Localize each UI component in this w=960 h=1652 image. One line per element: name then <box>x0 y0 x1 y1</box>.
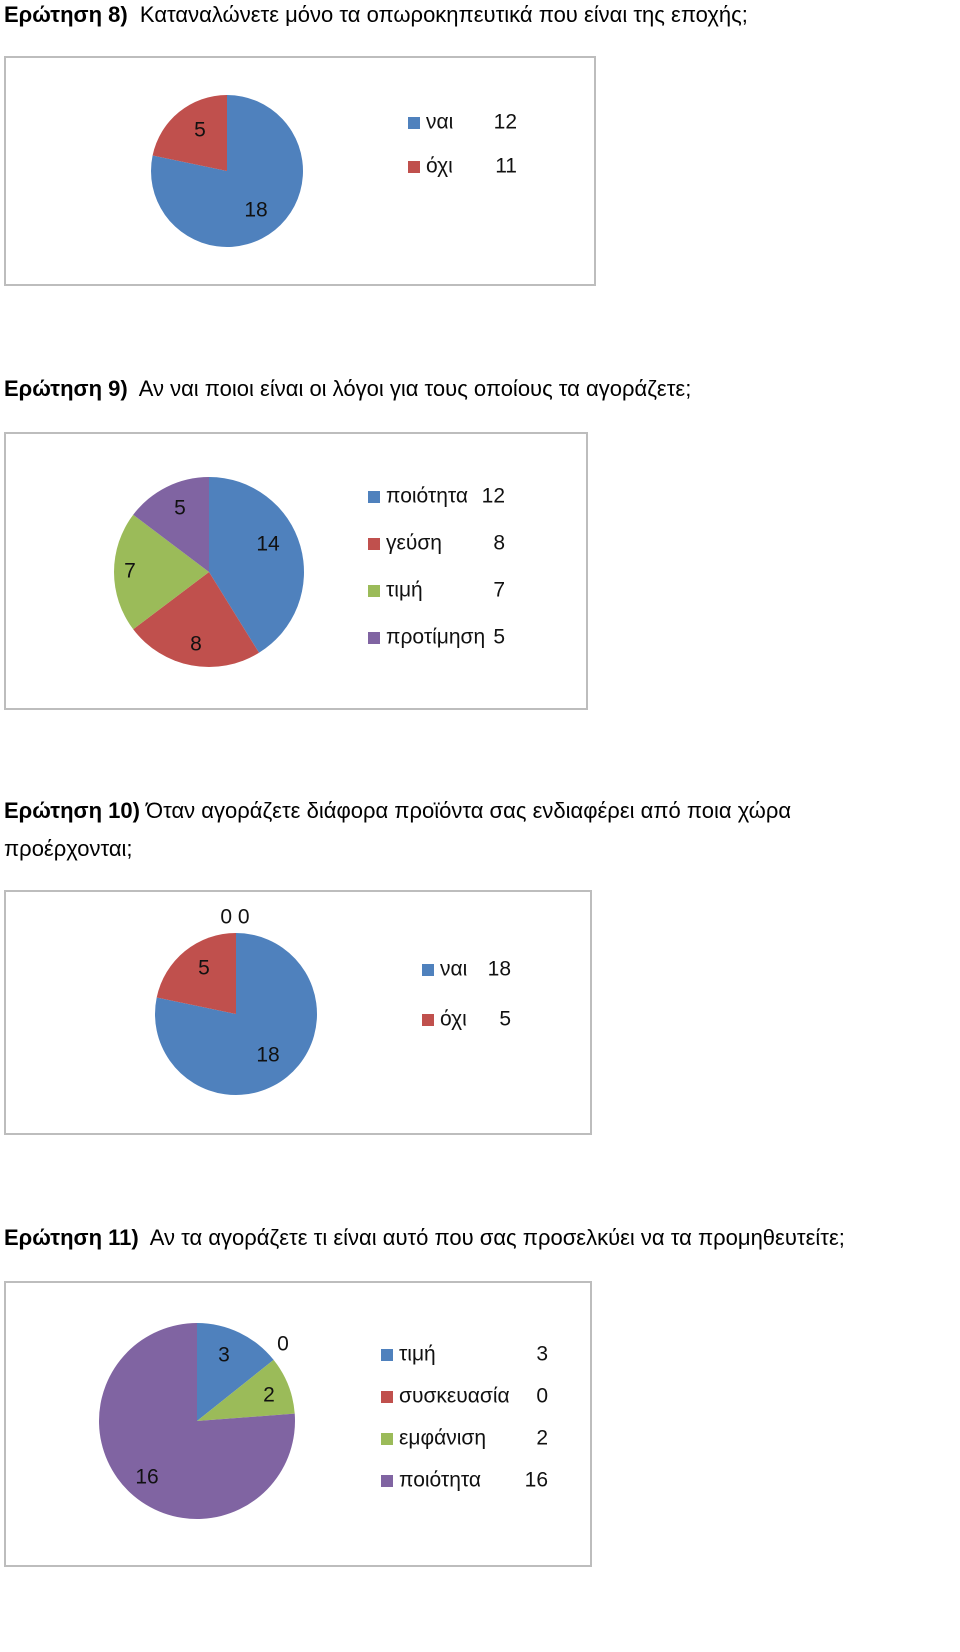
legend-value: 5 <box>493 625 505 649</box>
question-text: Καταναλώνετε μόνο τα οπωροκηπευτικά που είναι της εποχής; <box>139 2 748 27</box>
data-label: 18 <box>256 1043 280 1067</box>
question-text: Αν ναι ποιοι είναι οι λόγοι για τους οποίους τα αγοράζετε; <box>138 376 692 401</box>
legend-swatch <box>408 117 420 129</box>
legend-label: τιμή <box>386 578 423 602</box>
legend-value: 12 <box>481 484 505 508</box>
legend-label: εμφάνιση <box>399 1426 487 1450</box>
pie-chart-question-11 <box>4 1281 592 1567</box>
legend-label: ναι <box>426 110 454 134</box>
legend-swatch <box>381 1433 393 1445</box>
question-11-heading <box>4 1219 845 1257</box>
question-9-heading <box>4 370 691 408</box>
pie-svg <box>6 892 590 1133</box>
question-text: Όταν αγοράζετε διάφορα προϊόντα σας ενδιαφέρει από ποια χώρα <box>146 798 792 823</box>
legend-label: προτίμηση <box>386 625 486 649</box>
data-label: 0 0 <box>220 905 250 929</box>
legend-swatch <box>368 585 380 597</box>
question-number: Ερώτηση 8) <box>4 2 128 27</box>
legend-value: 3 <box>536 1342 548 1366</box>
legend-value: 5 <box>499 1007 511 1031</box>
legend-value: 11 <box>495 154 517 178</box>
pie-chart-question-8 <box>4 56 596 286</box>
pie-svg <box>6 58 594 284</box>
legend-swatch <box>368 538 380 550</box>
data-label: 2 <box>263 1383 275 1407</box>
legend-label: όχι <box>426 154 453 178</box>
data-label: 5 <box>174 496 186 520</box>
data-label: 5 <box>194 118 206 142</box>
legend-label: ποιότητα <box>399 1468 482 1492</box>
legend-swatch <box>422 964 434 976</box>
question-number: Ερώτηση 10) <box>4 798 140 823</box>
legend-swatch <box>368 632 380 644</box>
question-number: Ερώτηση 11) <box>4 1225 139 1250</box>
data-label: 7 <box>124 559 136 583</box>
pie-chart-question-10 <box>4 890 592 1135</box>
legend-label: ποιότητα <box>386 484 469 508</box>
question-8-heading <box>4 0 748 34</box>
legend-swatch <box>381 1349 393 1361</box>
legend-swatch <box>381 1475 393 1487</box>
legend-swatch <box>368 491 380 503</box>
legend-swatch <box>408 161 420 173</box>
data-label: 8 <box>190 632 202 656</box>
legend-value: 2 <box>536 1426 548 1450</box>
data-label: 18 <box>244 198 268 222</box>
question-text-continued: προέρχονται; <box>4 836 133 861</box>
question-text: Αν τα αγοράζετε τι είναι αυτό που σας προσελκύει να τα προμηθευτείτε; <box>149 1225 845 1250</box>
legend-label: γεύση <box>386 531 442 555</box>
legend-swatch <box>422 1014 434 1026</box>
legend-value: 18 <box>487 957 511 981</box>
data-label: 16 <box>135 1465 159 1489</box>
data-label: 0 <box>277 1332 289 1356</box>
data-label: 3 <box>218 1343 230 1367</box>
legend-label: ναι <box>440 957 468 981</box>
question-number: Ερώτηση 9) <box>4 376 128 401</box>
legend-swatch <box>381 1391 393 1403</box>
pie-chart-question-9 <box>4 432 588 710</box>
pie-svg <box>6 434 586 708</box>
legend-value: 0 <box>536 1384 548 1408</box>
legend-value: 8 <box>493 531 505 555</box>
question-10-heading <box>4 792 791 868</box>
data-label: 14 <box>256 532 280 556</box>
legend-value: 7 <box>493 578 505 602</box>
legend-value: 16 <box>524 1468 548 1492</box>
legend-label: όχι <box>440 1007 467 1031</box>
legend-label: τιμή <box>399 1342 436 1366</box>
pie-svg <box>6 1283 590 1565</box>
data-label: 5 <box>198 956 210 980</box>
legend-value: 12 <box>493 110 517 134</box>
legend-label: συσκευασία <box>399 1384 510 1408</box>
